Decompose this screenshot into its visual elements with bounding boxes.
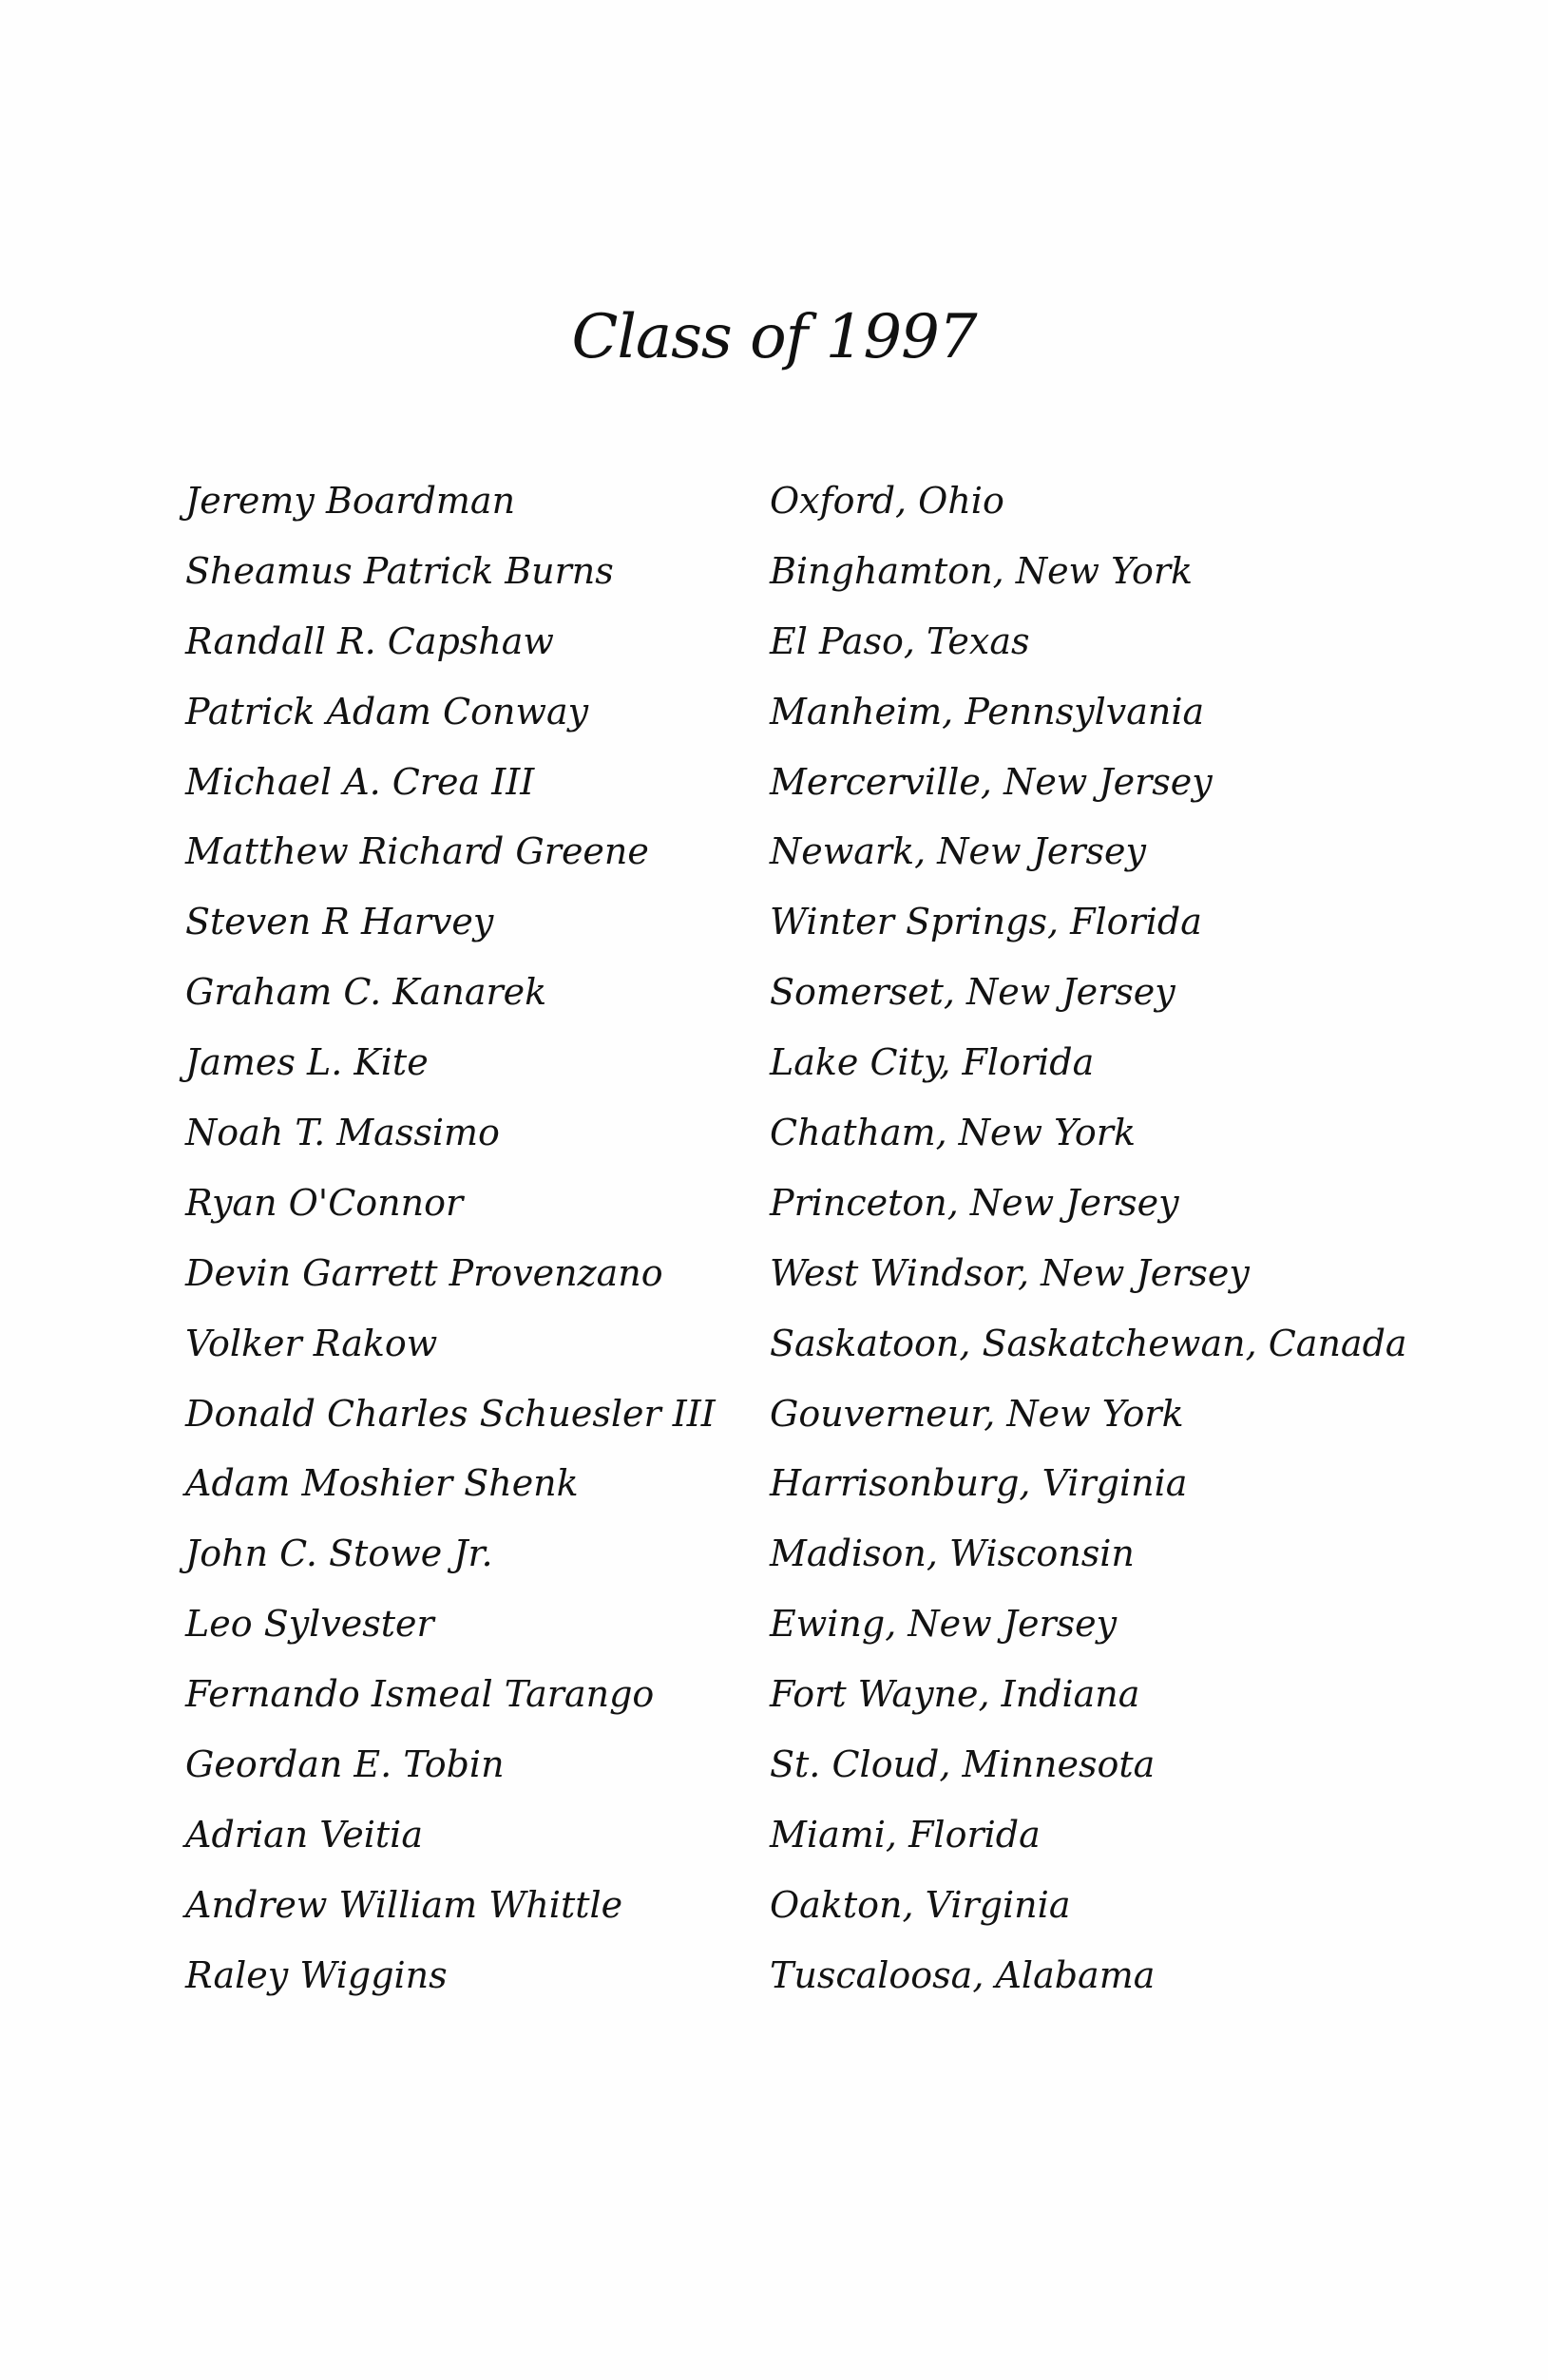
graduate-name: John C. Stowe Jr. — [185, 1533, 493, 1575]
graduate-name: Randall R. Capshaw — [185, 619, 554, 662]
graduate-hometown: Manheim, Pennsylvania — [770, 690, 1205, 733]
graduate-name: Patrick Adam Conway — [185, 690, 589, 733]
graduate-hometown: Mercerville, New Jersey — [770, 760, 1213, 803]
graduate-row — [185, 1870, 1421, 1940]
graduate-hometown: Saskatoon, Saskatchewan, Canada — [770, 1322, 1407, 1364]
graduate-name: Steven R Harvey — [185, 901, 494, 943]
graduate-name: Sheamus Patrick Burns — [185, 549, 614, 592]
graduate-hometown: Miami, Florida — [770, 1813, 1041, 1856]
graduate-hometown: Lake City, Florida — [770, 1041, 1095, 1084]
graduate-name: Raley Wiggins — [185, 1953, 448, 1996]
graduate-row — [185, 676, 1421, 747]
graduate-name: Andrew William Whittle — [185, 1883, 623, 1926]
graduate-hometown: Oakton, Virginia — [770, 1883, 1071, 1926]
page-title: Class of 1997 — [571, 302, 977, 372]
graduate-name: Donald Charles Schuesler III — [185, 1392, 716, 1435]
graduate-name: Michael A. Crea III — [185, 760, 535, 803]
graduate-row — [185, 1168, 1421, 1238]
graduate-row — [185, 606, 1421, 676]
graduate-row — [185, 1097, 1421, 1168]
graduate-row — [185, 1027, 1421, 1097]
graduate-hometown: Princeton, New Jersey — [770, 1181, 1179, 1224]
graduate-row — [185, 1238, 1421, 1308]
graduate-roster — [185, 466, 1421, 2010]
graduate-row — [185, 1518, 1421, 1589]
graduate-name: Volker Rakow — [185, 1322, 438, 1364]
graduate-hometown: West Windsor, New Jersey — [770, 1251, 1250, 1294]
graduate-row — [185, 886, 1421, 957]
graduate-row — [185, 1940, 1421, 2010]
graduate-name: Graham C. Kanarek — [185, 971, 547, 1014]
graduate-hometown: Fort Wayne, Indiana — [770, 1673, 1140, 1716]
graduate-hometown: St. Cloud, Minnesota — [770, 1742, 1156, 1785]
graduate-row — [185, 1799, 1421, 1870]
graduate-name: Jeremy Boardman — [185, 479, 516, 522]
graduate-name: Devin Garrett Provenzano — [185, 1251, 663, 1294]
graduate-name: Matthew Richard Greene — [185, 830, 649, 873]
graduate-hometown: Newark, New Jersey — [770, 830, 1146, 873]
graduate-row — [185, 1379, 1421, 1449]
graduate-name: Adrian Veitia — [185, 1813, 423, 1856]
graduate-row — [185, 1308, 1421, 1379]
graduate-hometown: Gouverneur, New York — [770, 1392, 1184, 1435]
graduate-name: Ryan O'Connor — [185, 1181, 464, 1224]
graduate-row — [185, 536, 1421, 606]
graduate-hometown: Winter Springs, Florida — [770, 901, 1202, 943]
graduate-row — [185, 747, 1421, 817]
graduate-hometown: Harrisonburg, Virginia — [770, 1462, 1188, 1505]
graduate-row — [185, 1659, 1421, 1729]
graduate-name: Fernando Ismeal Tarango — [185, 1673, 655, 1716]
graduate-row — [185, 1448, 1421, 1518]
graduate-row — [185, 1589, 1421, 1659]
graduate-hometown: Chatham, New York — [770, 1111, 1136, 1153]
graduate-hometown: Ewing, New Jersey — [770, 1603, 1118, 1646]
graduate-row — [185, 957, 1421, 1027]
graduate-name: James L. Kite — [185, 1041, 429, 1084]
graduate-hometown: Binghamton, New York — [770, 549, 1194, 592]
graduate-name: Geordan E. Tobin — [185, 1742, 505, 1785]
graduate-hometown: El Paso, Texas — [770, 619, 1030, 662]
graduate-hometown: Somerset, New Jersey — [770, 971, 1175, 1014]
graduate-row — [185, 466, 1421, 536]
graduate-row — [185, 1729, 1421, 1799]
graduate-name: Leo Sylvester — [185, 1603, 434, 1646]
graduate-name: Noah T. Massimo — [185, 1111, 500, 1153]
graduate-hometown: Madison, Wisconsin — [770, 1533, 1135, 1575]
graduate-name: Adam Moshier Shenk — [185, 1462, 579, 1505]
graduate-hometown: Oxford, Ohio — [770, 479, 1004, 522]
graduate-hometown: Tuscaloosa, Alabama — [770, 1953, 1156, 1996]
graduate-row — [185, 816, 1421, 886]
